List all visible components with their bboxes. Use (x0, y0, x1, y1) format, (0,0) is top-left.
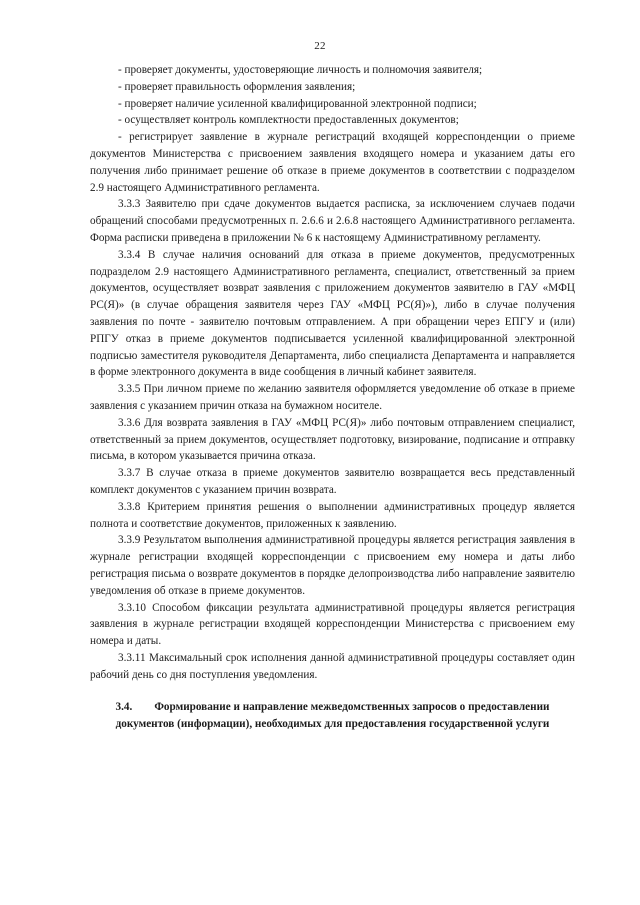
bullet-item: - осуществляет контроль комплектности предоставленных документов; (118, 114, 459, 127)
paragraph-3-3-6: 3.3.6 Для возврата заявления в ГАУ «МФЦ РС(Я)» либо почтовым отправлением специалист, ответственный за прием документов, осуществляет подготовку, визирование, подписание и отправку письма, в котором указывается причина отказа. (90, 416, 575, 463)
paragraph-3-3-8: 3.3.8 Критерием принятия решения о выполнении административных процедур является полнота и соответствие документов, приложенных к заявлению. (90, 500, 575, 530)
paragraph: - регистрирует заявление в журнале регистраций входящей корреспонденции о приеме документов Министерства с присвоением заявления входящего номера и указанием даты его получения либо принимает решение об отказе в приеме документов в соответствии с подразделом 2.9 настоящего Административного регламента. (90, 131, 575, 194)
paragraph-3-3-10: 3.3.10 Способом фиксации результата административной процедуры является регистрация заявления в журнале регистрации входящей корреспонденции Министерства с присвоением ему номера и даты. (90, 601, 575, 648)
paragraph-3-3-5: 3.3.5 При личном приеме по желанию заявителя оформляется уведомление об отказе в приеме заявления с указанием причин отказа на бумажном носителе. (90, 383, 575, 412)
section-title: Формирование и направление межведомственных запросов о предоставлении документов (информации), необходимых для предоставления государственной услуги (115, 701, 550, 731)
paragraph-3-3-11: 3.3.11 Максимальный срок исполнения данной административной процедуры составляет один рабочий день со дня поступления уведомления. (90, 651, 575, 681)
section-heading (90, 699, 575, 733)
page-number: 22 (314, 40, 326, 52)
spacer (90, 683, 575, 699)
section-number: 3.4. (115, 701, 133, 714)
paragraph-3-3-9: 3.3.9 Результатом выполнения административной процедуры является регистрация заявления в журнале регистрации входящей корреспонденции с присвоением ему номера и даты либо регистрация письма о возврате документов в порядке делопроизводства либо направление заявителю уведомления об отказе в приеме документов. (90, 534, 575, 597)
paragraph-3-3-4: 3.3.4 В случае наличия оснований для отказа в приеме документов, предусмотренных подразделом 2.9 настоящего Административного регламента, специалист, ответственный за прием документов, осуществляет возврат заявления с приложением документов заявителю в ГАУ «МФЦ РС(Я)» (в случае обращения заявителя через ГАУ «МФЦ РС(Я)»), либо в случае получения заявления по почте - заявителю почтовым отправлением. А при обращении через ЕПГУ и (или) РПГУ отказ в приеме документов подписывается усиленной квалифицированной электронной подписью заместителя руководителя Департамента, либо специалиста Департамента и направляется в форме электронного документа в виде сообщения в личный кабинет заявителя. (90, 248, 575, 379)
bullet-item: - проверяет документы, удостоверяющие личность и полномочия заявителя; (118, 64, 483, 76)
document-body (90, 62, 575, 733)
paragraph-3-3-7: 3.3.7 В случае отказа в приеме документов заявителю возвращается весь представленный комплект документов с указанием причин возврата. (90, 467, 575, 496)
paragraph-3-3-3: 3.3.3 Заявителю при сдаче документов выдается расписка, за исключением случаев подачи обращений способами предусмотренных п. 2.6.6 и 2.6.8 настоящего Административного регламента. Форма расписки приведена в приложении № 6 к настоящему Административному регламенту. (90, 198, 575, 244)
bullet-item: - проверяет наличие усиленной квалифицированной электронной подписи; (118, 97, 477, 110)
bullet-item: - проверяет правильность оформления заявления; (118, 80, 356, 93)
